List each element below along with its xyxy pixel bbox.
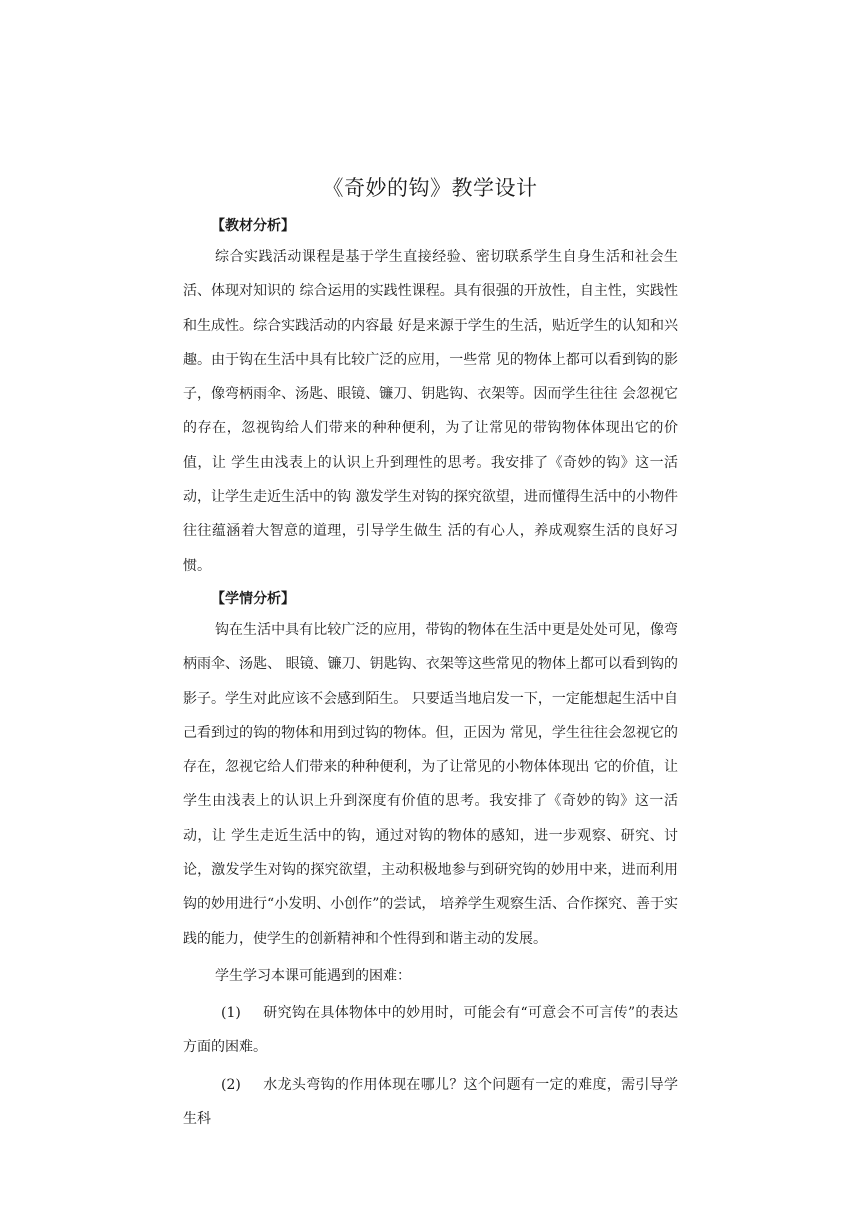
document-title: 《奇妙的钩》教学设计 — [322, 176, 538, 200]
section-paragraph-material-analysis: 综合实践活动课程是基于学生直接经验、密切联系学生自身生活和社会生活、体现对知识的 综合运用的实践性课程。具有很强的开放性，自主性，实践性和生成性。综合实践活动的内容最 好是来源于学生的生活，贴近学生的认知和兴趣。由于钩在生活中具有比较广泛的应用，一些常 见的物体上都可以看到钩的影子，像弯柄雨伞、汤匙、眼镜、镰刀、钥匙钩、衣架等。因而学生往往 会忽视它的存在，忽视钩给人们带来的种种便利，为了让常见的带钩物体体现出它的价值，让 学生由浅表上的认识上升到理性的思考。我安排了《奇妙的钩》这一活动，让学生走近生活中的钩 激发学生对钩的探究欲望，进而懂得生活中的小物件往往蕴涵着大智意的道理，引导学生做生 活的有心人，养成观察生活的良好习惯。 — [183, 249, 678, 574]
section-paragraph-learner-analysis: 钩在生活中具有比较广泛的应用，带钩的物体在生活中更是处处可见，像弯柄雨伞、汤匙、 眼镜、镰刀、钥匙钩、衣架等这些常见的物体上都可以看到钩的影子。学生对此应该不会感到陌生。 只要适当地启发一下，一定能想起生活中自己看到过的钩的物体和用到过钩的物体。但，正因为 常见，学生往往会忽视它的存在，忽视它给人们带来的种种便利，为了让常见的小物体体现出 它的价值，让学生由浅表上的认识上升到深度有价值的思考。我安排了《奇妙的钩》这一活动，让 学生走近生活中的钩，通过对钩的物体的感知，进一步观察、研究、讨论，激发学生对钩的探究欲望，主动积极地参与到研究钩的妙用中来，进而利用钩的妙用进行“小发明、小创作”的尝试， 培养学生观察生活、合作探究、善于实践的能力，使学生的创新精神和个性得到和谐主动的发展。 — [183, 621, 678, 947]
document-body — [183, 212, 678, 1136]
section-heading-material-analysis: 【教材分析】 — [211, 218, 295, 234]
difficulty-item — [183, 996, 678, 1065]
difficulty-item-text: 研究钩在具体物体中的妙用时，可能会有“可意会不可言传”的表达方面的困难。 — [183, 1004, 678, 1056]
section-heading-learner-analysis: 【学情分析】 — [211, 590, 295, 607]
difficulty-item-number: (1) — [221, 1004, 241, 1021]
difficulty-item-text: 水龙头弯钩的作用体现在哪儿？这个问题有一定的难度，需引导学生科 — [183, 1076, 678, 1127]
difficulties-intro: 学生学习本课可能遇到的困难： — [215, 967, 411, 984]
difficulty-item-number: (2) — [221, 1076, 241, 1093]
difficulty-item — [183, 1068, 678, 1137]
